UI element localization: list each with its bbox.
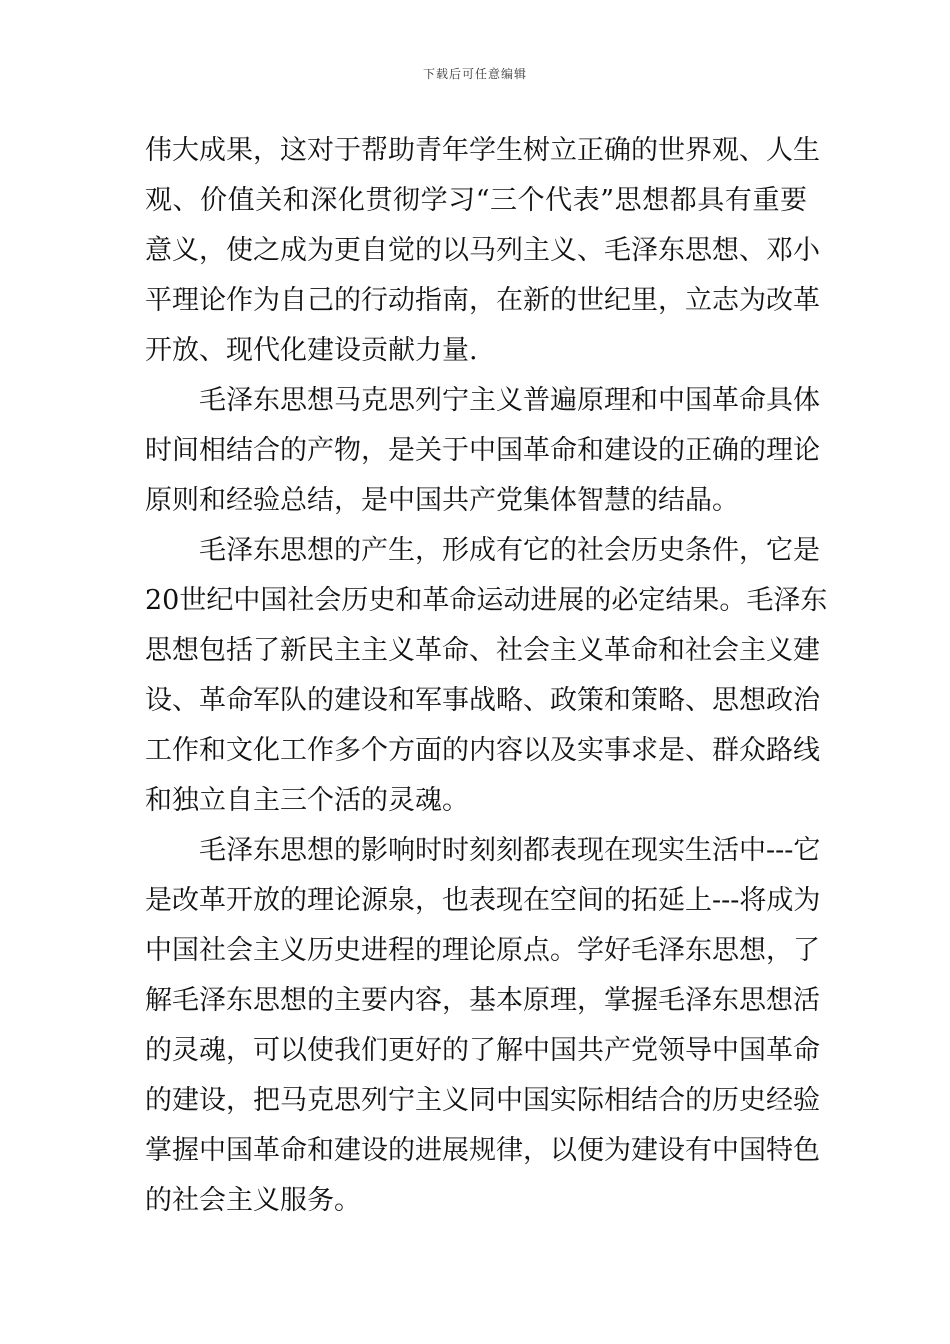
paragraph-line: 中国社会主义历史进程的理论原点。学好毛泽东思想，了 — [145, 935, 820, 966]
paragraph-line: 开放、现代化建设贡献力量. — [145, 335, 478, 366]
paragraph-line: 掌握中国革命和建设的进展规律，以便为建设有中国特色 — [145, 1135, 820, 1166]
paragraph-line: 是改革开放的理论源泉，也表现在空间的拓延上---将成为 — [145, 885, 821, 916]
paragraph-line: 工作和文化工作多个方面的内容以及实事求是、群众路线 — [145, 735, 820, 766]
paragraph-line: 原则和经验总结，是中国共产党集体智慧的结晶。 — [145, 485, 739, 516]
paragraph-line: 平理论作为自己的行动指南，在新的世纪里，立志为改革 — [145, 285, 820, 316]
paragraph-1 — [145, 126, 820, 376]
paragraph-line: 解毛泽东思想的主要内容，基本原理，掌握毛泽东思想活 — [145, 985, 820, 1016]
paragraph-line: 伟大成果，这对于帮助青年学生树立正确的世界观、人生 — [145, 135, 820, 166]
paragraph-line: 观、价值关和深化贯彻学习“三个代表”思想都具有重要 — [145, 185, 807, 216]
paragraph-4 — [145, 826, 821, 1226]
document-body — [145, 126, 828, 1226]
paragraph-line: 的社会主义服务。 — [145, 1185, 361, 1216]
paragraph-line: 的灵魂，可以使我们更好的了解中国共产党领导中国革命 — [145, 1035, 820, 1066]
paragraph-line: 意义，使之成为更自觉的以马列主义、毛泽东思想、邓小 — [145, 235, 820, 266]
paragraph-3 — [145, 526, 828, 826]
paragraph-line: 20世纪中国社会历史和革命运动进展的必定结果。毛泽东 — [145, 585, 828, 616]
paragraph-line: 和独立自主三个活的灵魂。 — [145, 785, 469, 816]
paragraph-line: 毛泽东思想的影响时时刻刻都表现在现实生活中---它 — [199, 835, 821, 866]
paragraph-2 — [145, 376, 820, 526]
paragraph-line: 设、革命军队的建设和军事战略、政策和策略、思想政治 — [145, 685, 820, 716]
paragraph-line: 毛泽东思想的产生，形成有它的社会历史条件，它是 — [199, 535, 820, 566]
paragraph-line: 时间相结合的产物，是关于中国革命和建设的正确的理论 — [145, 435, 820, 466]
page-header: 下载后可任意编辑 — [422, 67, 527, 81]
paragraph-line: 思想包括了新民主主义革命、社会主义革命和社会主义建 — [145, 635, 820, 666]
paragraph-line: 毛泽东思想马克思列宁主义普遍原理和中国革命具体 — [199, 385, 820, 416]
paragraph-line: 的建设，把马克思列宁主义同中国实际相结合的历史经验 — [145, 1085, 820, 1116]
